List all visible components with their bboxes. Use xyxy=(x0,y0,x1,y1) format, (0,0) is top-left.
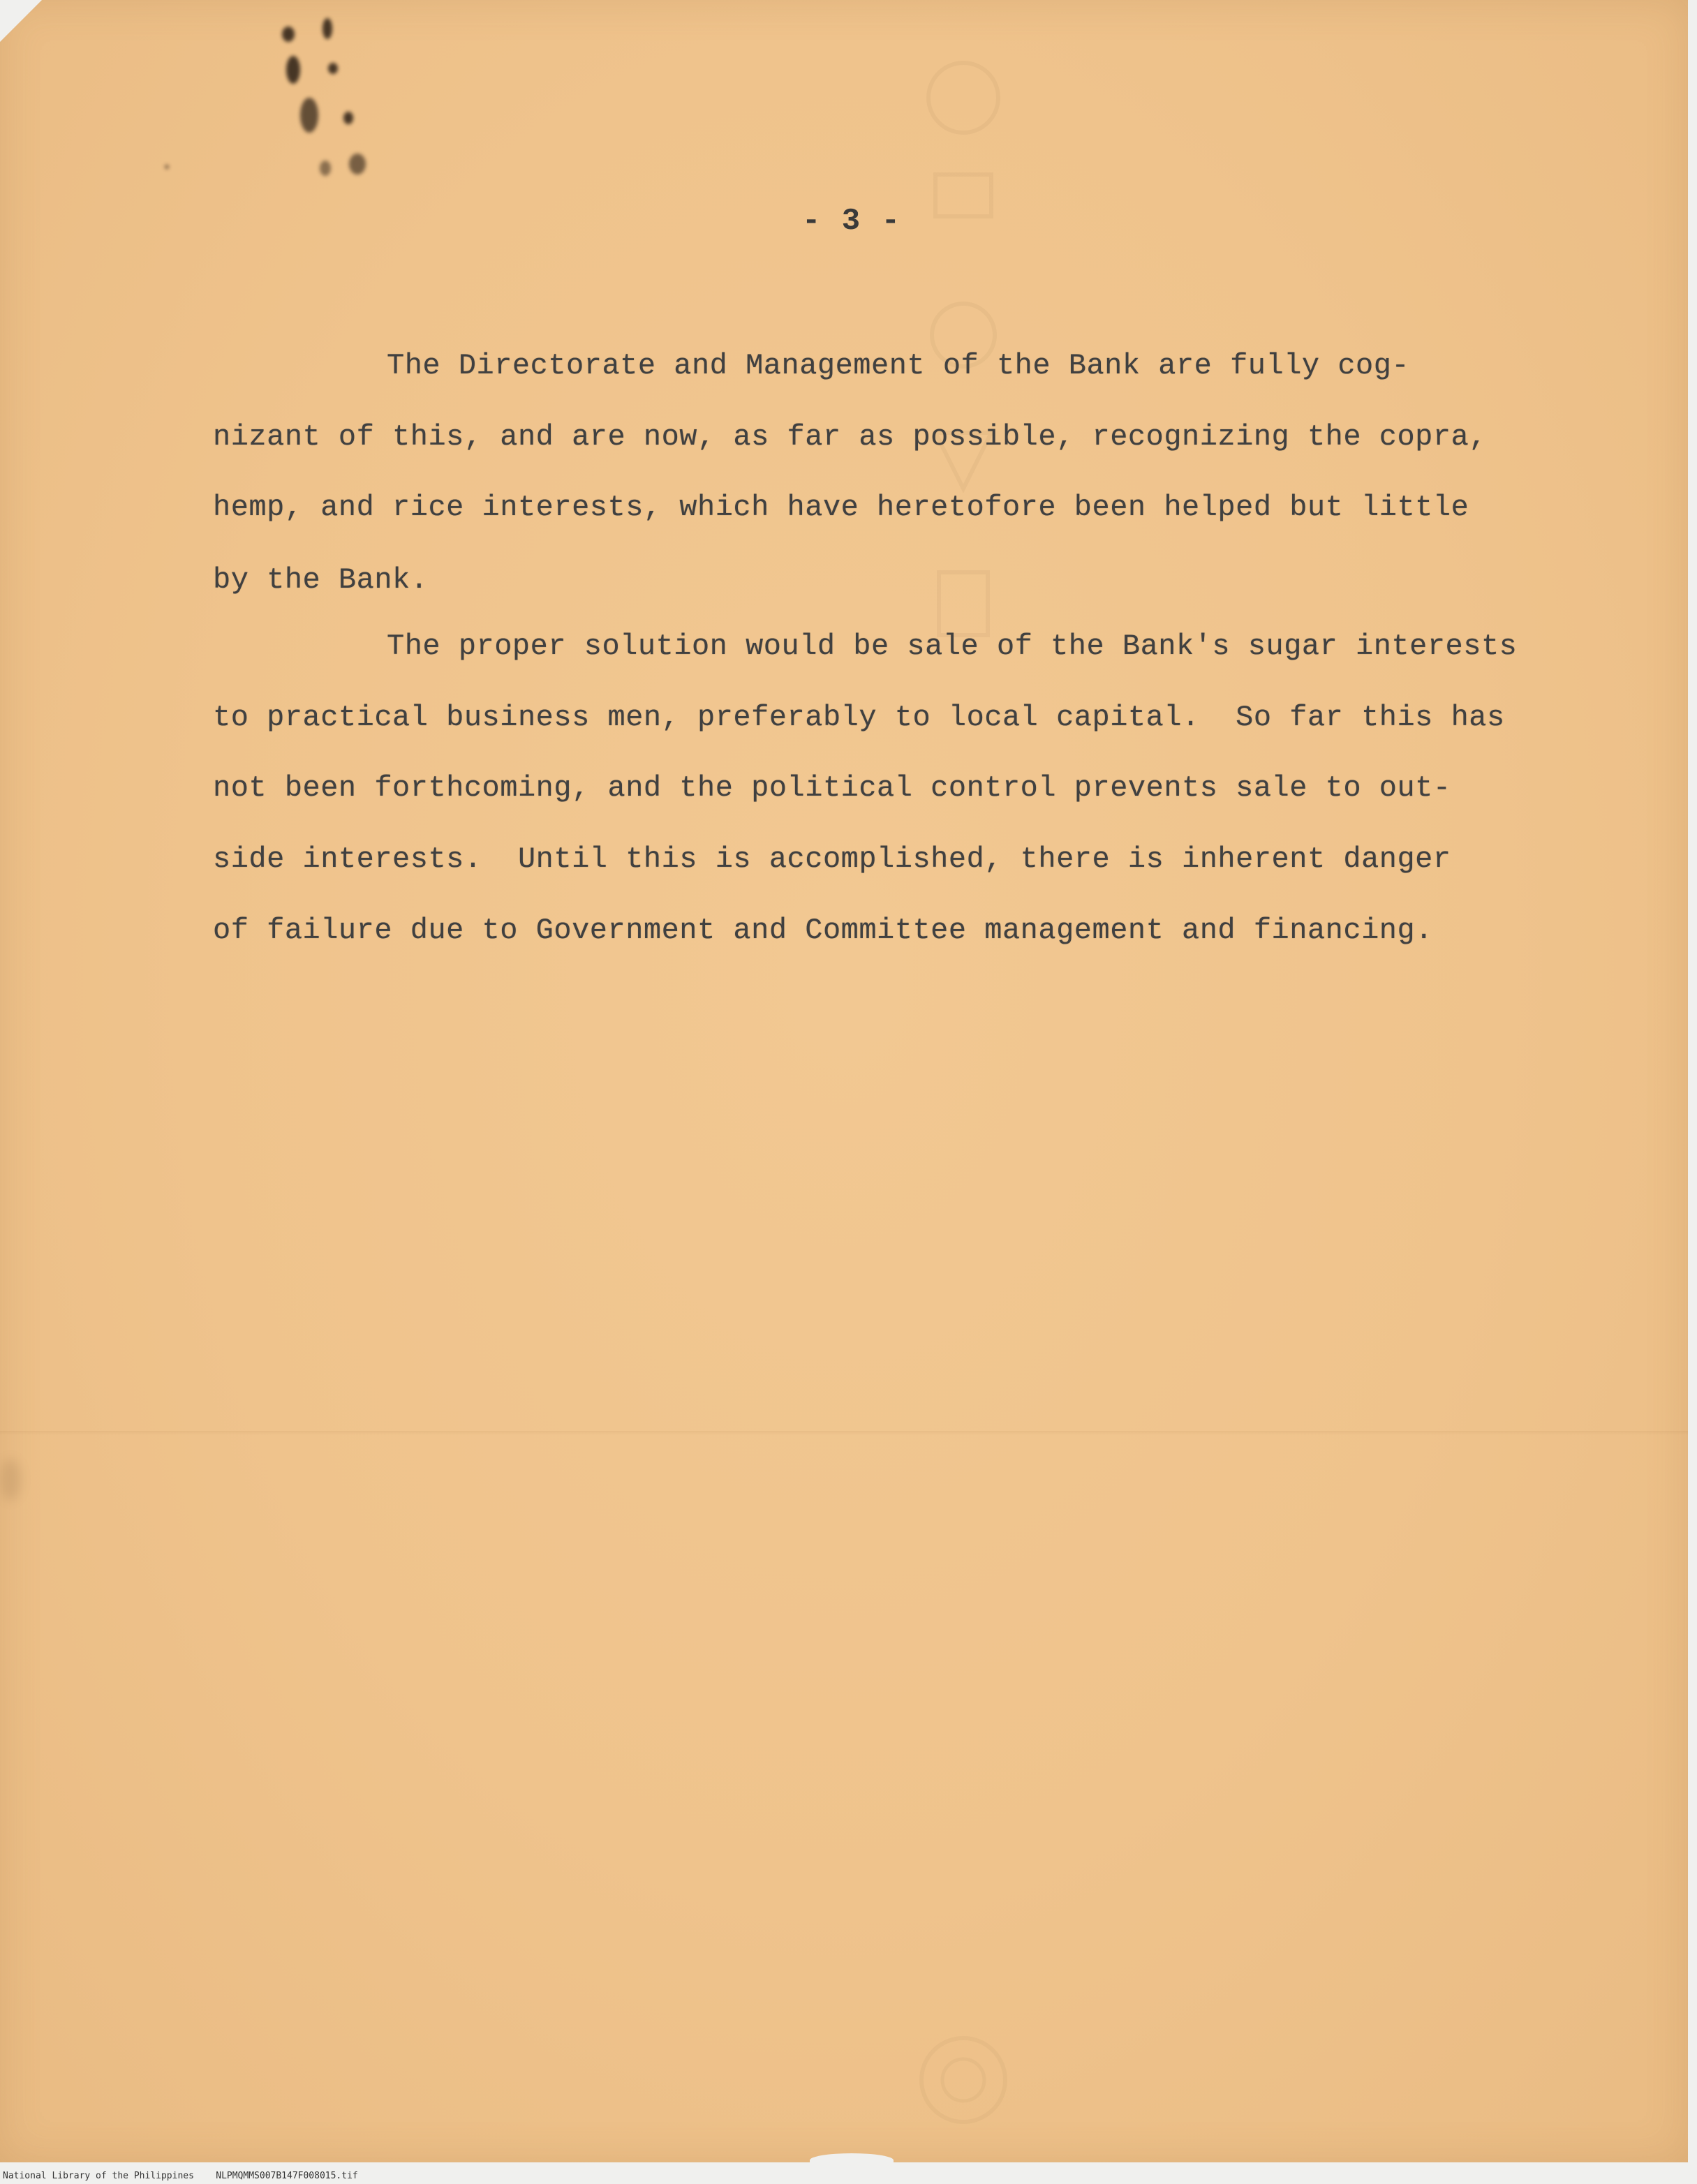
scan-footer xyxy=(3,2171,358,2181)
text-line: hemp, and rice interests, which have heretofore been helped but little xyxy=(213,491,1469,524)
bottom-edge-notch xyxy=(810,2153,894,2167)
file-name: NLPMQMMS007B147F008015.tif xyxy=(216,2171,358,2181)
text-line: nizant of this, and are now, as far as possible, recognizing the copra, xyxy=(213,420,1487,454)
library-name: National Library of the Philippines xyxy=(3,2171,194,2181)
text-line: to practical business men, preferably to local capital. So far this has xyxy=(213,701,1505,734)
text-line: side interests. Until this is accomplished, there is inherent danger xyxy=(213,842,1451,876)
text-line: not been forthcoming, and the political control prevents sale to out- xyxy=(213,771,1451,805)
text-line: The proper solution would be sale of the Bank's sugar interests xyxy=(387,630,1518,663)
text-line: The Directorate and Management of the Bank are fully cog- xyxy=(387,349,1410,382)
watermark-seal xyxy=(907,2024,1019,2136)
paper-stain xyxy=(0,1459,21,1501)
document-body xyxy=(0,0,1688,977)
text-line: by the Bank. xyxy=(213,563,429,597)
text-line: of failure due to Government and Committee management and financing. xyxy=(213,914,1433,947)
page-number: - 3 - xyxy=(801,204,902,239)
paper-fold-line xyxy=(0,1431,1688,1435)
